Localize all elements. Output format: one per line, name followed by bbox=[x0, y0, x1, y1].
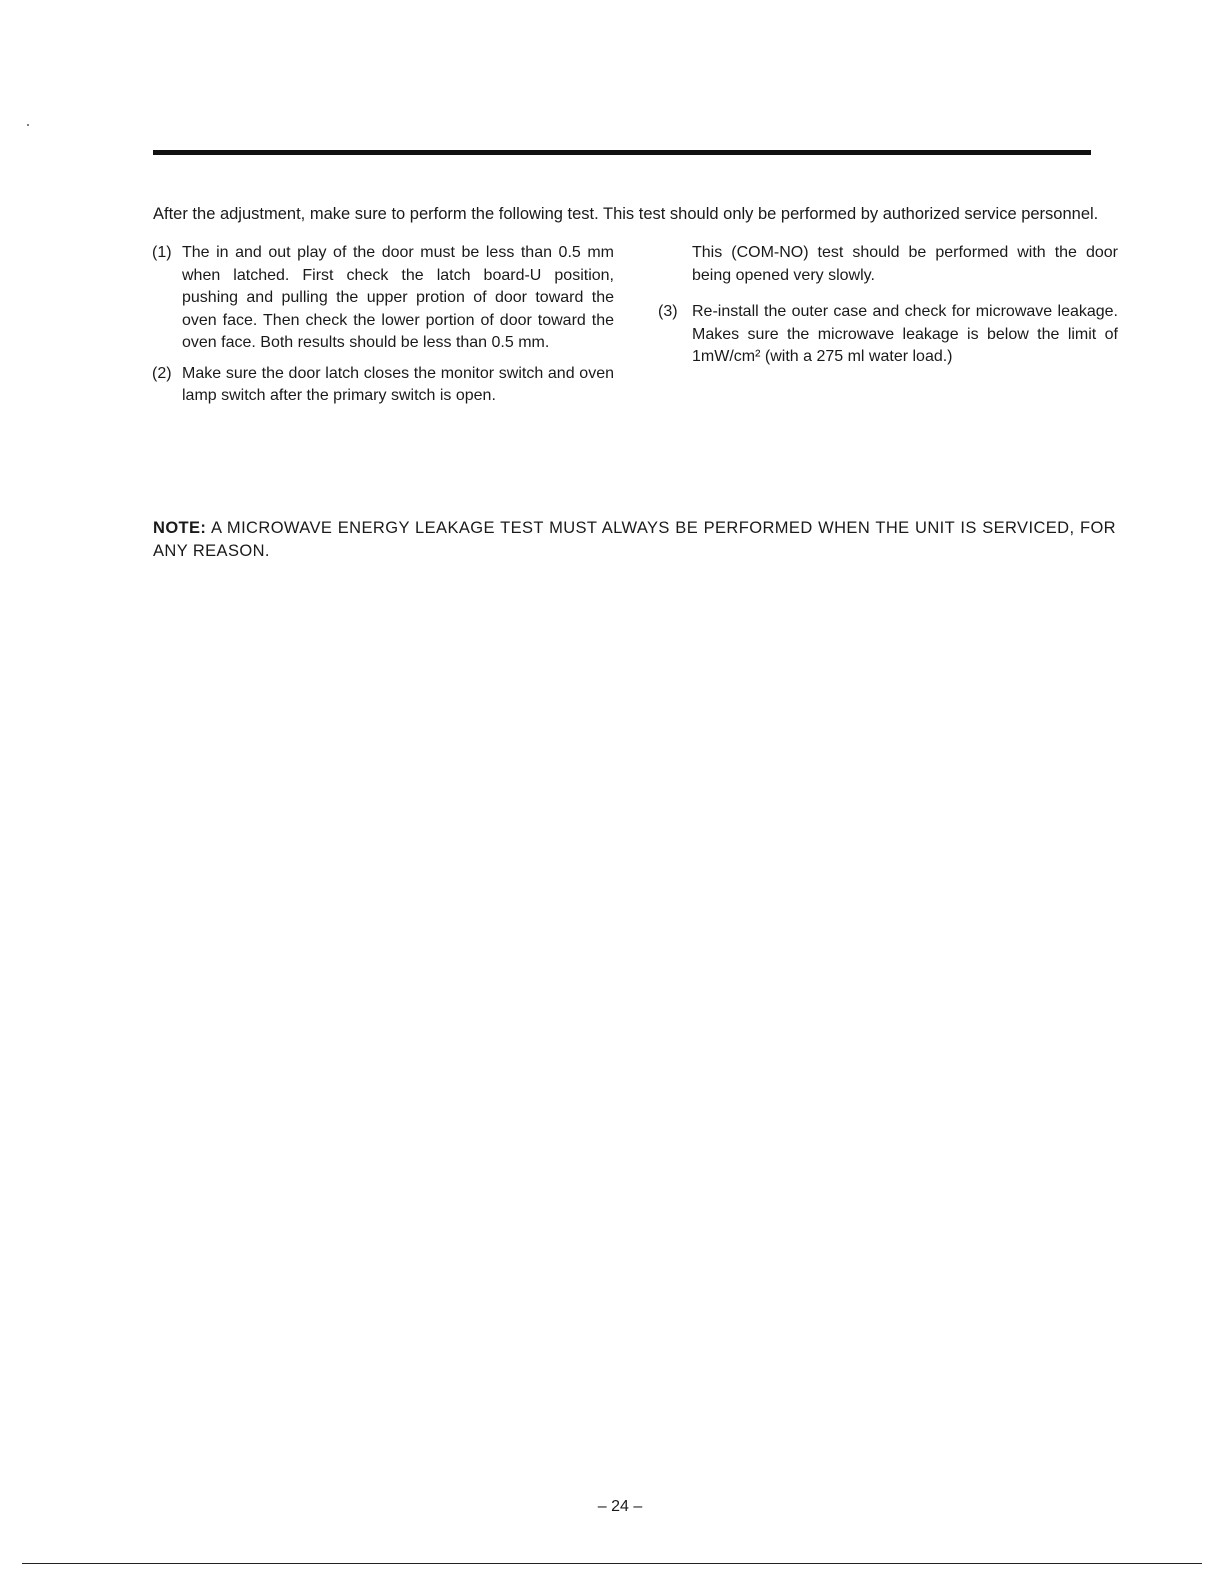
left-column bbox=[152, 242, 614, 408]
scan-speck bbox=[27, 124, 29, 126]
top-rule bbox=[153, 150, 1091, 155]
list-item bbox=[152, 242, 614, 355]
note-text: A MICROWAVE ENERGY LEAKAGE TEST MUST ALWAYS BE PERFORMED WHEN THE UNIT IS SERVICED, FOR ANY REASON. bbox=[153, 518, 1117, 560]
item-number: (1) bbox=[152, 244, 172, 261]
bottom-rule bbox=[22, 1563, 1202, 1564]
intro-paragraph: After the adjustment, make sure to perform the following test. This test should only be performed by authorized service personnel. bbox=[153, 204, 1099, 223]
item-text: Make sure the door latch closes the monitor switch and oven lamp switch after the primary switch is open. bbox=[182, 364, 614, 404]
item-number: (3) bbox=[658, 303, 678, 320]
item-text: Re-install the outer case and check for microwave leakage. Makes sure the microwave leakage is below the limit of 1mW/cm² (with a 275 ml water load.) bbox=[692, 303, 1118, 365]
item-2-continuation: This (COM-NO) test should be performed with the door being opened very slowly. bbox=[692, 244, 1118, 284]
safety-note bbox=[153, 517, 1116, 563]
note-label: NOTE: bbox=[153, 518, 207, 537]
list-item bbox=[658, 301, 1118, 369]
item-text: The in and out play of the door must be less than 0.5 mm when latched. First check the latch board-U position, pushing and pulling the upper protion of door toward the oven face. Then check the lower portion of door toward the oven face. Both results should be less than 0.5 mm. bbox=[182, 244, 614, 351]
item-number: (2) bbox=[152, 364, 172, 382]
right-column bbox=[658, 242, 1118, 369]
page-number: – 24 – bbox=[597, 1498, 643, 1515]
list-item bbox=[152, 363, 614, 408]
